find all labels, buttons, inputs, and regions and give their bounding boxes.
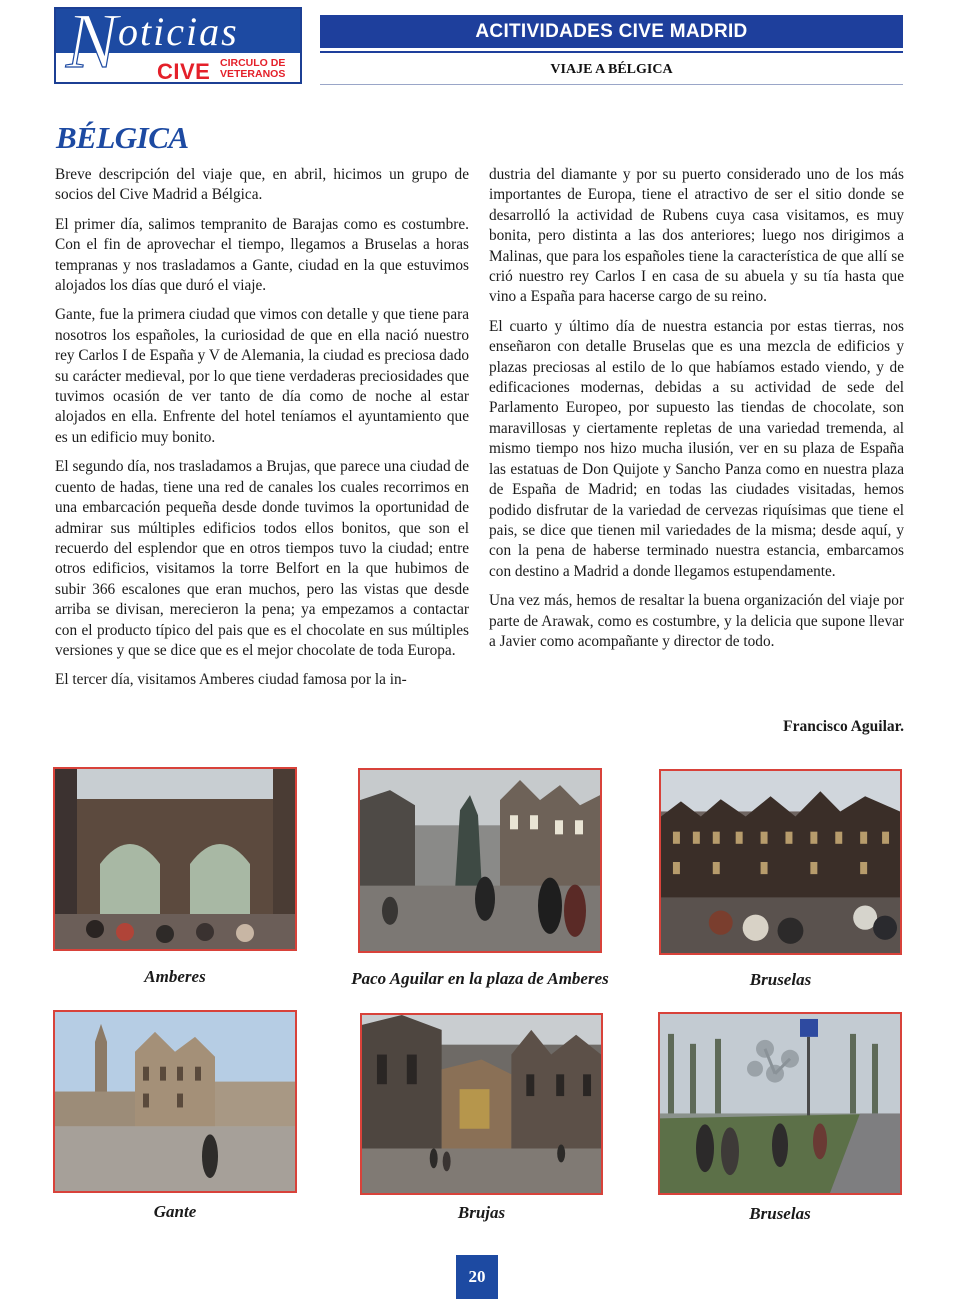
paragraph: dustria del diamante y por su puerto considerado uno de los más importantes de Europa, tiene el atractivo de ser el sitio donde se desarrolló la actividad de Rubens cuya casa visitamos, es muy bonita, pero distinta a las dos anteriores; luego nos dirigimos a Malinas, que para los españoles tiene la característica de que allí se crió nuestro rey Carlos I en casa de su abuela y su tía hasta que vino a España para hacerse cargo de su reino. (489, 166, 904, 306)
magazine-logo (54, 7, 302, 84)
photo-bruselas-2 (658, 1012, 902, 1195)
svg-text:oticias: oticias (118, 9, 239, 53)
photo-image (362, 1015, 601, 1193)
paragraph: Gante, fue la primera ciudad que vimos con detalle y que tiene para nosotros los españoles, la curiosidad de que en ella nació nuestro rey Carlos I de España y V de Alemania, la ciudad es preciosa dado su carácter medieval, por lo que tiene verdaderas preciosidades que tuvimos ocasión de ver tanto de día como de noche al estar alojados en ella. Enfrente del hotel teníamos el ayuntamiento que es un edificio muy bonito. (55, 306, 469, 446)
photo-brujas (360, 1013, 603, 1195)
photo-plaza-amberes (358, 768, 602, 953)
photo-image (55, 769, 295, 949)
page-number: 20 (456, 1255, 498, 1299)
photo-gante (53, 1010, 297, 1193)
photo-caption: Paco Aguilar en la plaza de Amberes (351, 969, 609, 988)
photo-image (660, 1014, 900, 1193)
article-column-right (489, 165, 904, 661)
svg-text:N: N (66, 5, 119, 84)
section-banner: ACITIVIDADES CIVE MADRID (320, 15, 903, 48)
photo-caption: Bruselas (749, 970, 812, 989)
paragraph: Breve descripción del viaje que, en abril, hicimos un grupo de socios del Cive Madrid a Bélgica. (55, 166, 469, 204)
photo-caption: Gante (153, 1202, 197, 1221)
logo-wordmark (56, 9, 300, 53)
banner-rule (320, 51, 903, 53)
photo-image (661, 771, 900, 953)
paragraph: El segundo día, nos trasladamos a Brujas, que parece una ciudad de cuento de hadas, tiene una red de canales los cuales recorrimos en una embarcación pequeña desde donde tuvimos la oportunidad de admirar sus múltiples edificios todos ellos bonitos, que son el recuerdo del esplendor que en otros tiempos tuvo la ciudad; entre otros edificios, visitamos la torre Belfort en la que hubimos de subir 366 escalones que eran muchos, pero las vistas que desde arriba se divisan, merecieron la pena; ya empezamos a contactar con el producto típico del pais que es el chocolate en sus múltiples versiones y que se dice que es el mejor chocolate de toda Europa. (55, 458, 469, 659)
photo-image (360, 770, 600, 951)
photo-amberes (53, 767, 297, 951)
article-column-left (55, 165, 469, 700)
author-signature: Francisco Aguilar. (783, 718, 904, 735)
logo-brand: CIVE (157, 59, 211, 84)
paragraph: El primer día, salimos tempranito de Barajas como es costumbre. Con el fin de aprovechar el tiempo, llegamos a Bruselas a horas tempranas y nos trasladamos a Gante, ciudad en la que estuvimos alojados los días que duró el viaje. (55, 215, 469, 295)
photo-caption: Brujas (457, 1203, 506, 1222)
photo-image (55, 1012, 295, 1191)
article-title: BÉLGICA (56, 120, 189, 155)
section-subtitle: VIAJE A BÉLGICA (550, 62, 673, 77)
logo-subtitle: CIRCULO DE VETERANOS (220, 57, 286, 80)
photo-bruselas-1 (659, 769, 902, 955)
paragraph: El tercer día, visitamos Amberes ciudad famosa por la in- (55, 671, 407, 689)
photo-caption: Bruselas (749, 1204, 811, 1223)
paragraph: Una vez más, hemos de resaltar la buena organización del viaje por parte de Arawak, como es costumbre, y la delicia que supone llevar a Javier como acompañante y director de todo. (489, 592, 904, 650)
photo-caption: Amberes (144, 967, 206, 986)
paragraph: El cuarto y último día de nuestra estancia por estas tierras, nos enseñaron con detalle Bruselas que es una mezcla de edificios y plazas preciosas al estilo de lo que habíamos estado viendo, y de edificaciones modernas, debidas a su actividad de sede del Parlamento Europeo, por supuesto las tiendas de chocolate, son maravillosas y ciertamente repletas de una variedad tremenda, al mismo tiempo nos hizo mucha ilusión, ver en su plaza de España las estatuas de Don Quijote y Sancho Panza como en nuestra plaza de España de Madrid; en todas las ciudades visitadas, hemos podido disfrutar de la variedad de cervezas riquísimas que tiene el pais, se dice que tienen mil variedades de la misma; desde aquí, y con la pena de haberse terminado nuestra estancia, embarcamos con destino a Madrid a donde llegamos estupendamente. (489, 317, 904, 580)
section-rule (320, 84, 903, 85)
